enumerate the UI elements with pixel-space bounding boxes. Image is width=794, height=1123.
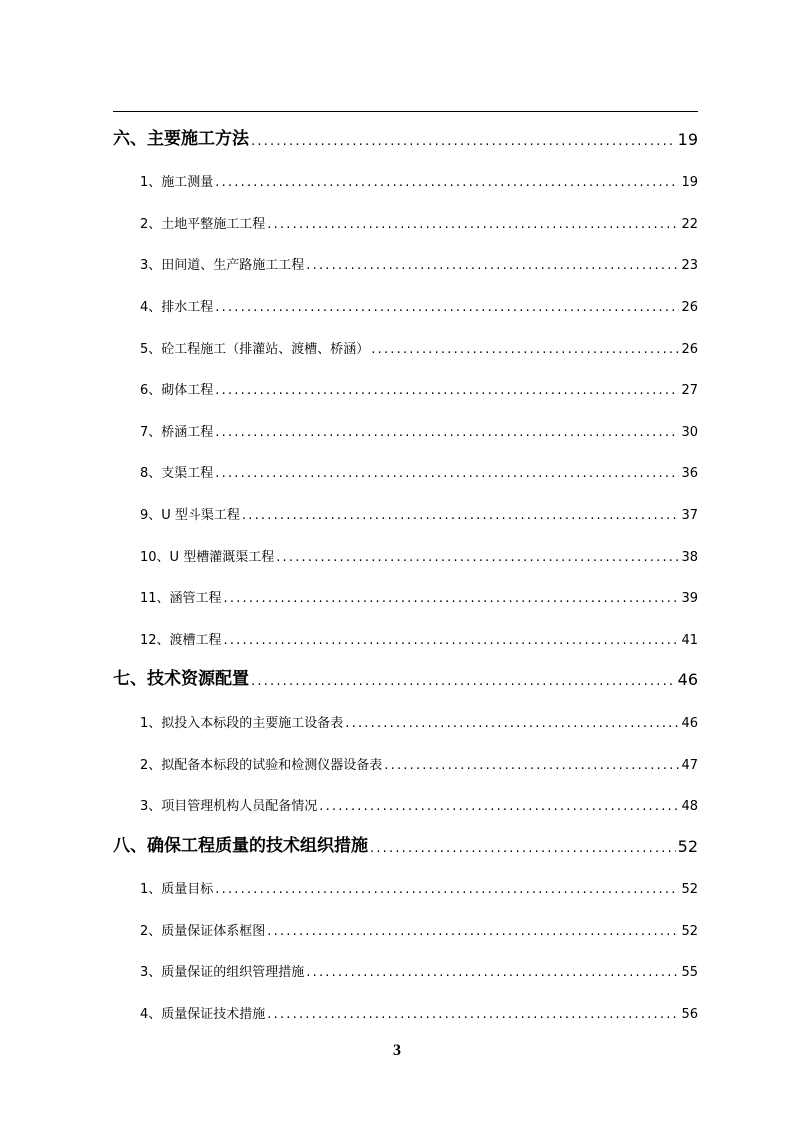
- toc-dot-leader: [319, 799, 679, 814]
- toc-entry-page: 27: [681, 383, 698, 399]
- toc-entry-page: 56: [681, 1007, 698, 1023]
- toc-dot-leader: [242, 508, 680, 523]
- toc-entry-label: 3、项目管理机构人员配备情况: [140, 799, 318, 815]
- toc-subsection-entry[interactable]: [113, 862, 698, 904]
- toc-entry-page: 26: [681, 341, 698, 357]
- toc-entry-page: 38: [681, 549, 698, 565]
- toc-entry-label: 11、涵管工程: [140, 591, 222, 607]
- toc-entry-page: 30: [681, 424, 698, 440]
- toc-entry-page: 46: [677, 670, 698, 690]
- toc-subsection-entry[interactable]: [113, 321, 698, 363]
- toc-entry-page: 52: [677, 836, 698, 856]
- toc-entry-label: 1、质量目标: [140, 882, 214, 898]
- toc-entry-label: 9、U 型斗渠工程: [140, 507, 240, 523]
- toc-entry-label: 八、确保工程质量的技术组织措施: [113, 835, 368, 856]
- toc-entry-label: 1、施工测量: [140, 175, 214, 191]
- toc-dot-leader: [267, 1007, 679, 1022]
- toc-entry-label: 2、拟配备本标段的试验和检测仪器设备表: [140, 757, 383, 773]
- toc-entry-label: 7、桥涵工程: [140, 424, 214, 440]
- toc-dot-leader: [306, 965, 679, 980]
- toc-entry-label: 4、质量保证技术措施: [140, 1007, 266, 1023]
- toc-entry-label: 六、主要施工方法: [113, 128, 249, 149]
- toc-dot-leader: [370, 841, 676, 856]
- toc-entry-label: 8、支渠工程: [140, 466, 214, 482]
- toc-dot-leader: [267, 217, 679, 232]
- toc-subsection-entry[interactable]: [113, 903, 698, 945]
- toc-dot-leader: [276, 550, 679, 565]
- toc-subsection-entry[interactable]: [113, 404, 698, 446]
- toc-entry-label: 5、砼工程施工（排灌站、渡槽、桥涵）: [140, 341, 370, 357]
- toc-dot-leader: [215, 175, 679, 190]
- toc-entry-page: 19: [677, 129, 698, 149]
- toc-entry-page: 23: [681, 258, 698, 274]
- toc-dot-leader: [215, 425, 679, 440]
- toc-dot-leader: [224, 591, 680, 606]
- header-rule: [113, 111, 698, 112]
- toc-subsection-entry[interactable]: [113, 279, 698, 321]
- toc-entry-page: 19: [681, 175, 698, 191]
- toc-entry-label: 2、质量保证体系框图: [140, 923, 266, 939]
- toc-entry-label: 12、渡槽工程: [140, 632, 222, 648]
- toc-dot-leader: [384, 758, 679, 773]
- toc-entry-page: 36: [681, 466, 698, 482]
- toc-section-entry[interactable]: [113, 654, 698, 696]
- toc-dot-leader: [215, 466, 679, 481]
- toc-dot-leader: [251, 674, 676, 689]
- toc-entry-label: 4、排水工程: [140, 299, 214, 315]
- toc-subsection-entry[interactable]: [113, 446, 698, 488]
- toc-entry-page: 47: [681, 757, 698, 773]
- toc-subsection-entry[interactable]: [113, 571, 698, 613]
- toc-entry-page: 37: [681, 507, 698, 523]
- toc-section-entry[interactable]: [113, 113, 698, 155]
- toc-section-entry[interactable]: [113, 820, 698, 862]
- toc-entry-label: 3、质量保证的组织管理措施: [140, 965, 305, 981]
- toc-subsection-entry[interactable]: [113, 986, 698, 1028]
- toc-dot-leader: [215, 300, 679, 315]
- toc-dot-leader: [306, 258, 679, 273]
- toc-dot-leader: [215, 882, 679, 897]
- toc-subsection-entry[interactable]: [113, 695, 698, 737]
- toc-subsection-entry[interactable]: [113, 238, 698, 280]
- toc-dot-leader: [267, 924, 679, 939]
- toc-entry-label: 10、U 型槽灌溉渠工程: [140, 549, 275, 565]
- table-of-contents: [113, 113, 698, 1028]
- toc-entry-label: 2、土地平整施工工程: [140, 216, 266, 232]
- toc-dot-leader: [345, 716, 679, 731]
- toc-entry-label: 3、田间道、生产路施工工程: [140, 258, 305, 274]
- toc-subsection-entry[interactable]: [113, 612, 698, 654]
- toc-dot-leader: [251, 134, 676, 149]
- toc-subsection-entry[interactable]: [113, 363, 698, 405]
- toc-entry-label: 七、技术资源配置: [113, 669, 249, 690]
- toc-entry-label: 1、拟投入本标段的主要施工设备表: [140, 715, 344, 731]
- toc-entry-page: 22: [681, 216, 698, 232]
- toc-subsection-entry[interactable]: [113, 196, 698, 238]
- toc-entry-page: 39: [681, 591, 698, 607]
- toc-entry-page: 52: [681, 923, 698, 939]
- toc-entry-page: 26: [681, 299, 698, 315]
- toc-entry-page: 52: [681, 882, 698, 898]
- toc-dot-leader: [215, 383, 679, 398]
- toc-entry-page: 48: [681, 799, 698, 815]
- page-number: 3: [393, 1042, 401, 1059]
- toc-entry-page: 41: [681, 632, 698, 648]
- toc-entry-page: 55: [681, 965, 698, 981]
- toc-subsection-entry[interactable]: [113, 529, 698, 571]
- toc-subsection-entry[interactable]: [113, 737, 698, 779]
- toc-subsection-entry[interactable]: [113, 945, 698, 987]
- toc-subsection-entry[interactable]: [113, 779, 698, 821]
- toc-entry-label: 6、砌体工程: [140, 383, 214, 399]
- toc-dot-leader: [224, 633, 680, 648]
- toc-subsection-entry[interactable]: [113, 155, 698, 197]
- toc-subsection-entry[interactable]: [113, 487, 698, 529]
- toc-entry-page: 46: [681, 715, 698, 731]
- toc-dot-leader: [371, 342, 679, 357]
